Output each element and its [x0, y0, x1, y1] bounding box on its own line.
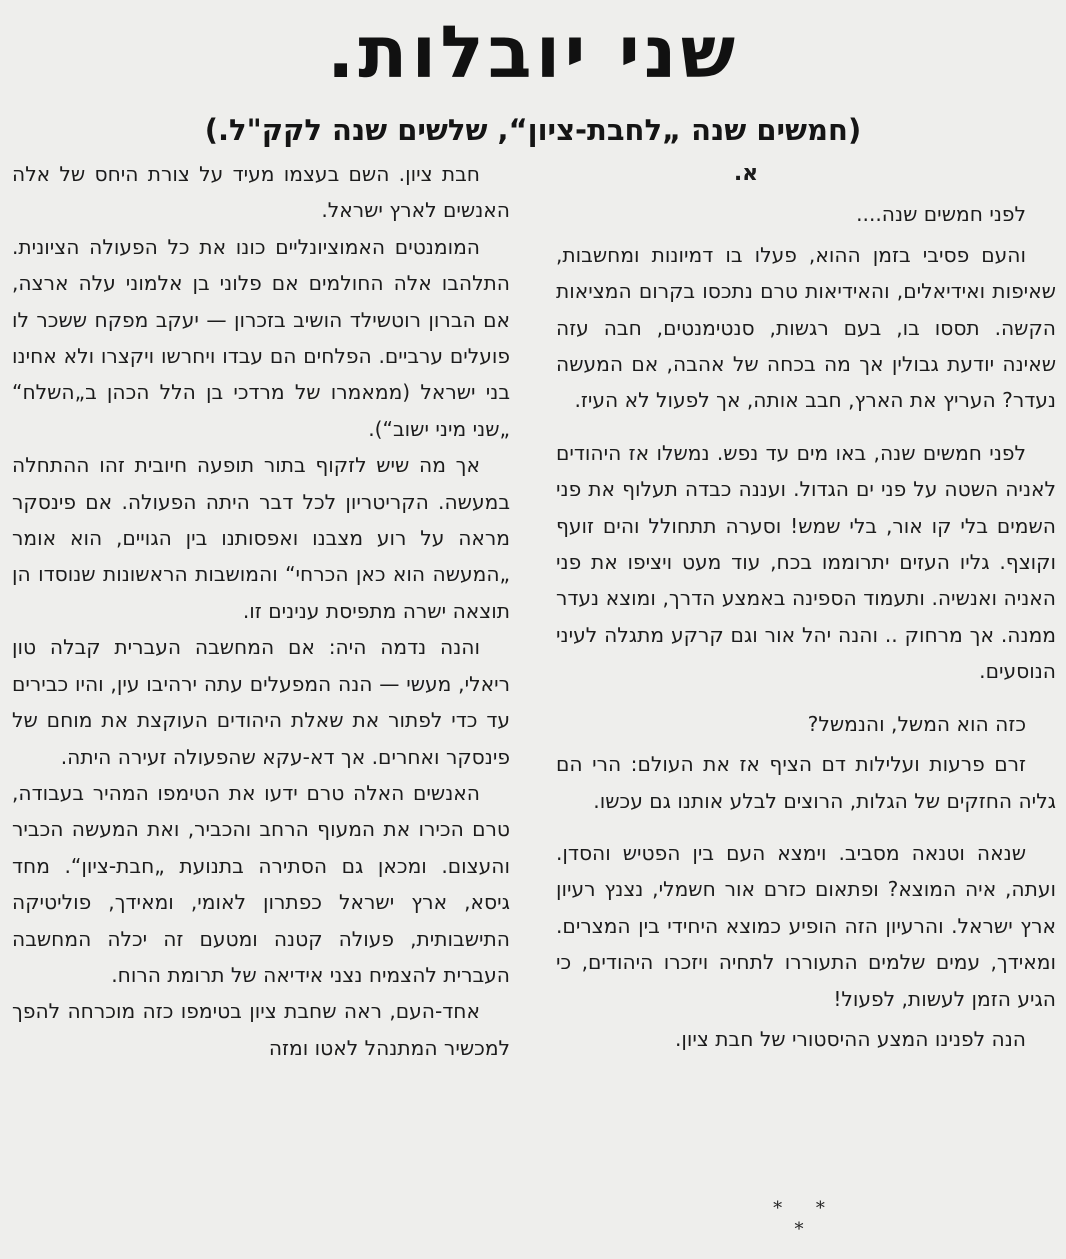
paragraph: האנשים האלה טרם ידעו את הטימפו המהיר בעבודה, טרם הכירו את המעוף הרחב והכביר, ואת המעשה הכביר והעצום. ומכאן גם הסתירה בתנועת „חבת-ציון“. מחד גיסא, ארץ ישראל כפתרון לאומי, ומאידך, פוליטיקה התישבותית, פעולה קטנה ומטעם זה יכלה המחשבה העברית להצמיח נצני אידיאה של תרומת הרוח.	[12, 780, 510, 987]
paragraph: הנה לפנינו המצע ההיסטורי של חבת ציון.	[674, 1026, 1026, 1051]
right-column	[556, 156, 1056, 1057]
section-ornament: * * *	[773, 1198, 839, 1240]
article-subtitle: (חמשים שנה „לחבת-ציון“, שלשים שנה לקק"ל.)	[204, 113, 862, 147]
paragraph: לפני חמשים שנה....	[856, 202, 1026, 227]
paragraph: המומנטים האמוציונליים כונו את כל הפעולה הציונית. התלהבו אלה החולמים אם פלוני בן אלמוני עלה ארצה, אם הברון רוטשילד הושיב בזכרון — יעקב מפקח ששכר לו פועלים ערביים. הפלחים הם עבדו ויחרשו ויקצרו ולא אחינו בני ישראל (ממאמרו של מרדכי בן הלל הכהן ב„השלח“ „שני מיני ישוב“).	[12, 234, 510, 441]
paragraph: והעם פסיבי בזמן ההוא, פעלו בו דמיונות ומחשבות, שאיפות ואידיאלים, והאידיאות טרם נתכסו בקרום המציאות הקשה. תססו בו, בעם רגשות, סנטימנטים, חבה עזה שאינה יודעת גבולין אך מה בכחה של אהבה, אם המעשה נעדר? העריץ את הארץ, חבב אותה, אך לפעול לא העיז.	[556, 242, 1056, 413]
section-mark: א.	[733, 161, 759, 186]
paragraph: כזה הוא המשל, והנמשל?	[807, 711, 1026, 736]
paragraph: שנאה וטנאה מסביב. וימצא העם בין הפטיש והסדן. ועתה, איה המוצא? ופתאום כזרם אור חשמלי, נצנץ רעיון ארץ ישראל. והרעיון הזה הופיע כמוצא היחידי בין המצרים. ומאידך, עמים שלמים התעוררו לתחיה ויזכרו היהודים, כי הגיע הזמן לעשות, לפעול!	[556, 840, 1056, 1011]
paragraph: חבת ציון. השם בעצמו מעיד על צורת היחס של אלה האנשים לארץ ישראל.	[12, 162, 510, 223]
paragraph: אך מה שיש לזקוף בתור תופעה חיובית זהו ההתחלה במעשה. הקריטריון לכל דבר היתה הפעולה. אם פינסקר מראה על רוע מצבנו ואפסותנו בין הגויים, הוא אומר „המעשה הוא כאן הכרחי“ והמושבות הראשונות שנוסדו הן תוצאה ישרה מתפיסת ענינים זו.	[12, 453, 510, 623]
paragraph: זרם פרעות ועלילות דם הציף אז את העולם: הרי הם גליה החזקים של הגלות, הרוצים לבלע אותנו גם עכשו.	[556, 752, 1056, 813]
paragraph: לפני חמשים שנה, באו מים עד נפש. נמשלו אז היהודים לאניה השטה על פני ים הגדול. ועננה כבדה תעלוף את פני השמים בלי קו אור, בלי שמש! וסערה תתחולל והים זועף וקוצף. גליו העזים יתרוממו בכח, עוד מעט ויציפו את פני האניה ואנשיה. ותעמוד הספינה באמצע הדרך, ומוצא נעדר ממנה. אך מרחוק .. והנה יהל אור וגם קרקע מתגלה לעיני הנוסעים.	[556, 440, 1056, 684]
article-title: שני יובלות.	[326, 10, 740, 94]
paragraph: אחד-העם, ראה שחבת ציון בטימפו כזה מוכרחה להפך למכשיר המתנהל לאטו ומזה	[12, 999, 510, 1060]
left-column	[12, 156, 510, 1066]
paragraph: והנה נדמה היה: אם המחשבה העברית קבלה טון ריאלי, מעשי — הנה המפעלים עתה ירהיבו עין, והיו כבירים עד כדי לפתור את שאלת היהודים העוקצת את מוחם של פינסקר ואחרים. אך דא-עקא שהפעולה זעירה היתה.	[12, 635, 510, 769]
